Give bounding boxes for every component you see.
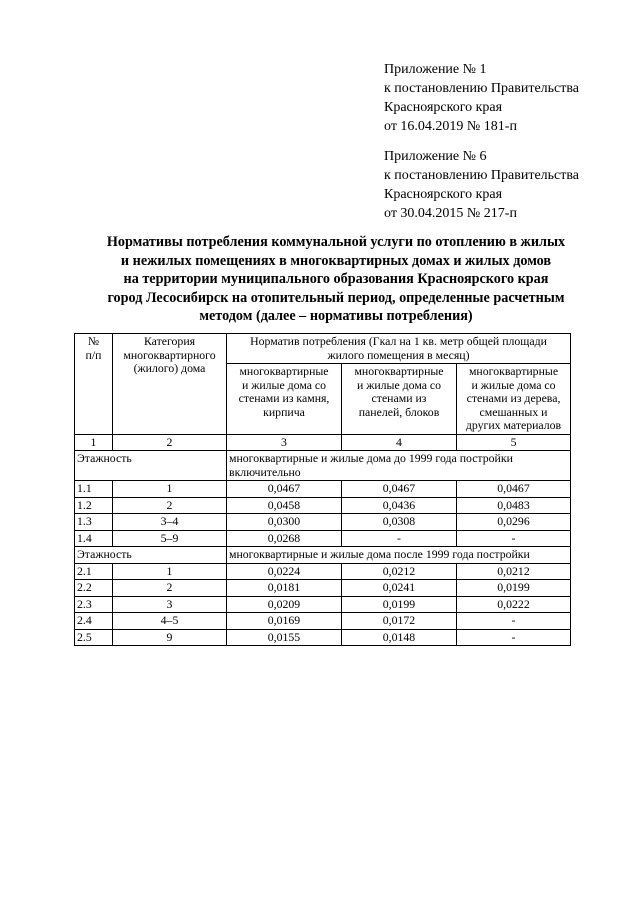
row-wood: 0,0199 (457, 580, 571, 597)
appendix-6-line-4: от 30.04.2015 № 217-п (384, 206, 517, 221)
appendix-6-header (384, 147, 579, 223)
row-num: 1.3 (75, 514, 113, 531)
row-stone: 0,0209 (227, 596, 342, 613)
group-2-row (75, 547, 571, 564)
header-norm: Норматив потребления (Гкал на 1 кв. метр общей площади жилого помещения в месяц) (227, 334, 571, 364)
appendix-1-header (384, 60, 579, 136)
group-1-label: Этажность (75, 451, 227, 481)
row-panel: 0,0436 (342, 497, 457, 514)
row-panel: 0,0199 (342, 596, 457, 613)
row-wood: - (457, 530, 571, 547)
row-panel: 0,0148 (342, 629, 457, 646)
row-wood: - (457, 629, 571, 646)
appendix-1-line-4: от 16.04.2019 № 181-п (384, 119, 517, 134)
row-stone: 0,0268 (227, 530, 342, 547)
row-wood: 0,0467 (457, 481, 571, 498)
row-num: 2.4 (75, 613, 113, 630)
row-floors: 4–5 (113, 613, 227, 630)
title-line-4: город Лесосибирск на отопительный период, определенные расчетным (107, 289, 565, 306)
table-row (75, 481, 571, 498)
appendix-1-line-3: Красноярского края (384, 100, 503, 115)
row-wood: 0,0483 (457, 497, 571, 514)
table-row (75, 580, 571, 597)
row-num: 2.5 (75, 629, 113, 646)
row-panel: 0,0212 (342, 563, 457, 580)
row-stone: 0,0467 (227, 481, 342, 498)
norms-table (74, 333, 571, 646)
colnum-2: 2 (113, 434, 227, 451)
header-col-panel: многоквартирные и жилые дома со стенами из панелей, блоков (342, 364, 457, 435)
row-wood: 0,0296 (457, 514, 571, 531)
table-row (75, 613, 571, 630)
row-stone: 0,0155 (227, 629, 342, 646)
title-line-5: методом (далее – нормативы потребления) (199, 308, 473, 324)
colnum-3: 3 (227, 434, 342, 451)
table-row (75, 563, 571, 580)
row-panel: - (342, 530, 457, 547)
table-row (75, 514, 571, 531)
row-floors: 2 (113, 497, 227, 514)
column-number-row (75, 434, 571, 451)
row-floors: 9 (113, 629, 227, 646)
group-2-desc: многоквартирные и жилые дома после 1999 года постройки (227, 547, 571, 564)
row-stone: 0,0169 (227, 613, 342, 630)
colnum-4: 4 (342, 434, 457, 451)
title-line-1: Нормативы потребления коммунальной услуги по отоплению в жилых (106, 234, 566, 250)
colnum-5: 5 (457, 434, 571, 451)
group-1-desc: многоквартирные и жилые дома до 1999 года постройки включительно (227, 451, 571, 481)
title-line-2: и нежилых помещениях в многоквартирных домах и жилых домов (120, 252, 552, 269)
row-stone: 0,0458 (227, 497, 342, 514)
row-num: 1.4 (75, 530, 113, 547)
appendix-6-line-1: Приложение № 6 (384, 149, 487, 164)
row-floors: 1 (113, 481, 227, 498)
row-num: 1.2 (75, 497, 113, 514)
row-panel: 0,0308 (342, 514, 457, 531)
group-2-label: Этажность (75, 547, 227, 564)
title-line-3: на территории муниципального образования Красноярского края (123, 271, 549, 287)
table-row (75, 629, 571, 646)
header-category: Категория многоквартирного (жилого) дома (113, 334, 227, 435)
row-floors: 3 (113, 596, 227, 613)
row-num: 2.3 (75, 596, 113, 613)
row-num: 2.1 (75, 563, 113, 580)
header-col-wood: многоквартирные и жилые дома со стенами из дерева, смешанных и других материалов (457, 364, 571, 435)
row-panel: 0,0172 (342, 613, 457, 630)
row-wood: 0,0222 (457, 596, 571, 613)
header-row (75, 334, 571, 364)
document-title (60, 233, 612, 326)
row-panel: 0,0241 (342, 580, 457, 597)
row-stone: 0,0181 (227, 580, 342, 597)
row-floors: 1 (113, 563, 227, 580)
row-floors: 2 (113, 580, 227, 597)
row-panel: 0,0467 (342, 481, 457, 498)
appendix-1-line-2: к постановлению Правительства (384, 81, 580, 96)
appendix-6-line-2: к постановлению Правительства (384, 168, 580, 183)
header-col-stone: многоквартирные и жилые дома со стенами из камня, кирпича (227, 364, 342, 435)
colnum-1: 1 (75, 434, 113, 451)
row-num: 1.1 (75, 481, 113, 498)
row-floors: 5–9 (113, 530, 227, 547)
appendix-6-line-3: Красноярского края (384, 187, 503, 202)
appendix-1-line-1: Приложение № 1 (384, 62, 487, 77)
row-floors: 3–4 (113, 514, 227, 531)
table-row (75, 530, 571, 547)
row-stone: 0,0300 (227, 514, 342, 531)
row-wood: 0,0212 (457, 563, 571, 580)
group-1-row (75, 451, 571, 481)
row-num: 2.2 (75, 580, 113, 597)
table-row (75, 497, 571, 514)
row-stone: 0,0224 (227, 563, 342, 580)
header-num: № п/п (75, 334, 113, 435)
table-row (75, 596, 571, 613)
row-wood: - (457, 613, 571, 630)
